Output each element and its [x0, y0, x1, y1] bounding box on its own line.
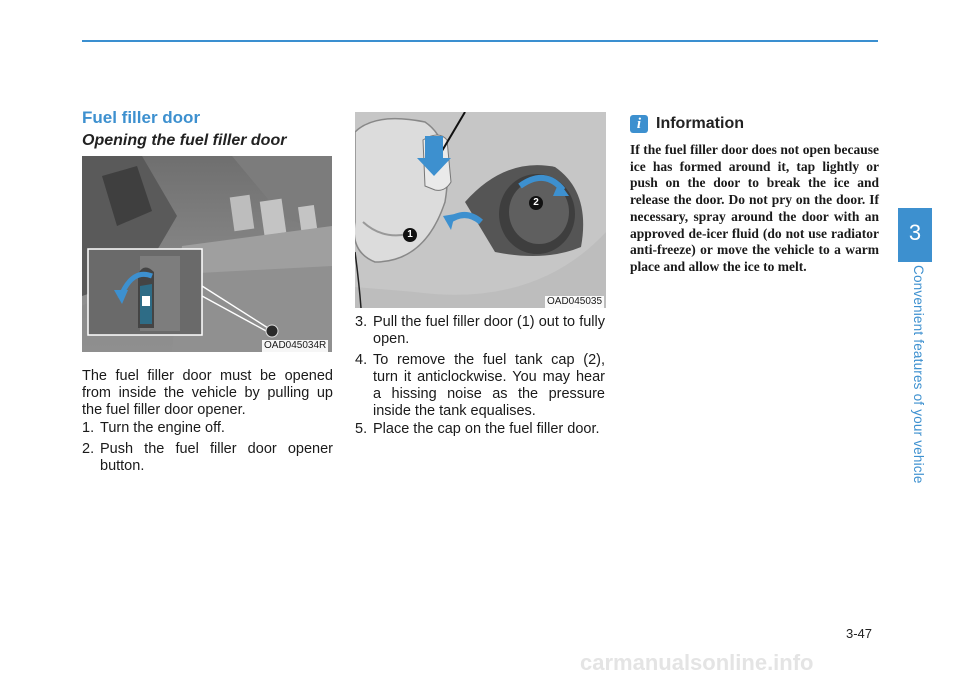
callout-1: 1 — [403, 228, 417, 242]
step-number: 3. — [355, 314, 368, 330]
step-item — [82, 420, 333, 437]
interior-illustration — [82, 156, 332, 352]
top-rule — [82, 40, 878, 42]
figure-code: OAD045035 — [547, 296, 603, 307]
figure-code: OAD045034R — [264, 340, 327, 351]
fuel-door-illustration — [355, 112, 606, 308]
step-number: 4. — [355, 352, 368, 368]
step-number: 5. — [355, 421, 368, 437]
information-text: If the fuel filler door does not open because ice has formed around it, tap lightly or push on the door to break the ice and release the door. Do not pry on the door. If necessary, spray around the door with an approved de-icer fluid (do not use radiator anti-freeze) or move the vehicle to a warm place and allow the ice to melt. — [630, 142, 879, 274]
step-text: Turn the engine off. — [100, 420, 225, 436]
information-title: Information — [656, 115, 744, 132]
information-icon: i — [630, 115, 648, 133]
page-number: 3-47 — [846, 626, 873, 641]
subsection-title: Opening the fuel filler door — [82, 132, 287, 149]
callout-2: 2 — [529, 196, 543, 210]
step-text: Place the cap on the fuel filler door. — [373, 421, 600, 437]
figure-fuel-door — [355, 112, 606, 308]
step-item — [82, 441, 333, 475]
step-text: To remove the fuel tank cap (2), turn it anticlockwise. You may hear a hissing noise as the pressure inside the tank equalises. — [373, 352, 605, 419]
chapter-number: 3 — [908, 220, 922, 245]
step-number: 2. — [82, 441, 95, 457]
step-item — [355, 314, 605, 348]
step-item — [355, 421, 605, 438]
step-text: Pull the fuel filler door (1) out to fully open. — [373, 314, 605, 347]
step-item — [355, 352, 605, 420]
figure-interior-opener — [82, 156, 332, 352]
chapter-label: Convenient features of your vehicle — [911, 265, 926, 484]
section-title: Fuel filler door — [82, 108, 201, 127]
chapter-tab — [898, 208, 932, 262]
information-heading — [630, 114, 744, 134]
step-text: Push the fuel filler door opener button. — [100, 441, 333, 474]
intro-paragraph: The fuel filler door must be opened from inside the vehicle by pulling up the fuel filler door opener. — [82, 368, 333, 418]
step-number: 1. — [82, 420, 95, 436]
footer-watermark: carmanualsonline.info — [580, 650, 814, 675]
